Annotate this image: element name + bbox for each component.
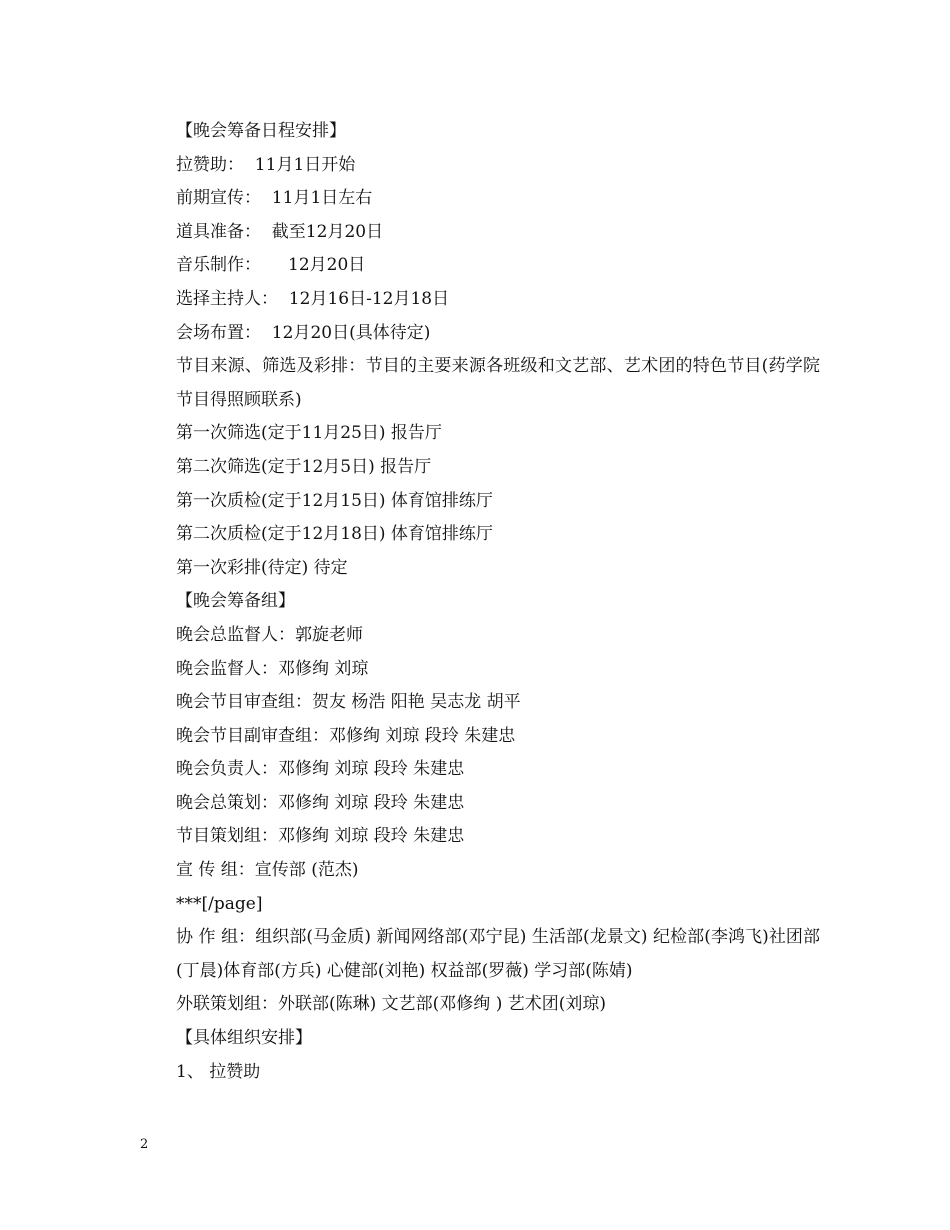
section-heading-committee: 【晚会筹备组】: [176, 591, 295, 612]
committee-publicity: 宣 传 组：宣传部 (范杰): [176, 860, 359, 881]
schedule-item-hosts: 选择主持人： 12月16日-12月18日: [176, 288, 450, 309]
schedule-item-program-source: 节目来源、筛选及彩排：节目的主要来源各班级和文艺部、艺术团的特色节目(药学院节目得照顾联系): [176, 356, 820, 410]
document-body: [140, 115, 820, 1089]
committee-cooperation: 协 作 组：组织部(马金质) 新闻网络部(邓宁昆) 生活部(龙景文) 纪检部(李鸿飞)社团部(丁晨)体育部(方兵) 心健部(刘艳) 权益部(罗薇) 学习部(陈婧): [176, 927, 820, 981]
page-number: 2: [140, 1137, 149, 1152]
rehearsal-first: 第一次彩排(待定) 待定: [176, 557, 348, 578]
schedule-item-props: 道具准备： 截至12月20日: [176, 221, 384, 242]
committee-supervisors: 晚会监督人：邓修绚 刘琼: [176, 658, 369, 679]
committee-leaders: 晚会负责人：邓修绚 刘琼 段玲 朱建忠: [176, 759, 465, 780]
schedule-item-sponsorship: 拉赞助： 11月1日开始: [176, 154, 356, 175]
committee-chief-supervisor: 晚会总监督人：郭旋老师: [176, 624, 363, 645]
organization-item-sponsorship: 1、 拉赞助: [176, 1061, 261, 1082]
committee-program-planning: 节目策划组：邓修绚 刘琼 段玲 朱建忠: [176, 826, 465, 847]
screening-second: 第二次筛选(定于12月5日) 报告厅: [176, 456, 432, 477]
schedule-item-music: 音乐制作： 12月20日: [176, 255, 366, 276]
committee-deputy-review-group: 晚会节目副审查组：邓修绚 刘琼 段玲 朱建忠: [176, 725, 516, 746]
quality-check-first: 第一次质检(定于12月15日) 体育馆排练厅: [176, 490, 493, 511]
schedule-item-publicity: 前期宣传： 11月1日左右: [176, 188, 373, 209]
committee-external-relations: 外联策划组：外联部(陈琳) 文艺部(邓修绚 ) 艺术团(刘琼): [176, 994, 607, 1015]
section-heading-organization: 【具体组织安排】: [176, 1028, 312, 1049]
page-marker: ***[/page]: [176, 893, 263, 914]
committee-review-group: 晚会节目审查组：贺友 杨浩 阳艳 吴志龙 胡平: [176, 692, 521, 713]
quality-check-second: 第二次质检(定于12月18日) 体育馆排练厅: [176, 524, 493, 545]
committee-chief-planners: 晚会总策划：邓修绚 刘琼 段玲 朱建忠: [176, 792, 465, 813]
schedule-item-venue: 会场布置： 12月20日(具体待定): [176, 322, 431, 343]
section-heading-schedule: 【晚会筹备日程安排】: [176, 121, 346, 141]
screening-first: 第一次筛选(定于11月25日) 报告厅: [176, 423, 442, 444]
